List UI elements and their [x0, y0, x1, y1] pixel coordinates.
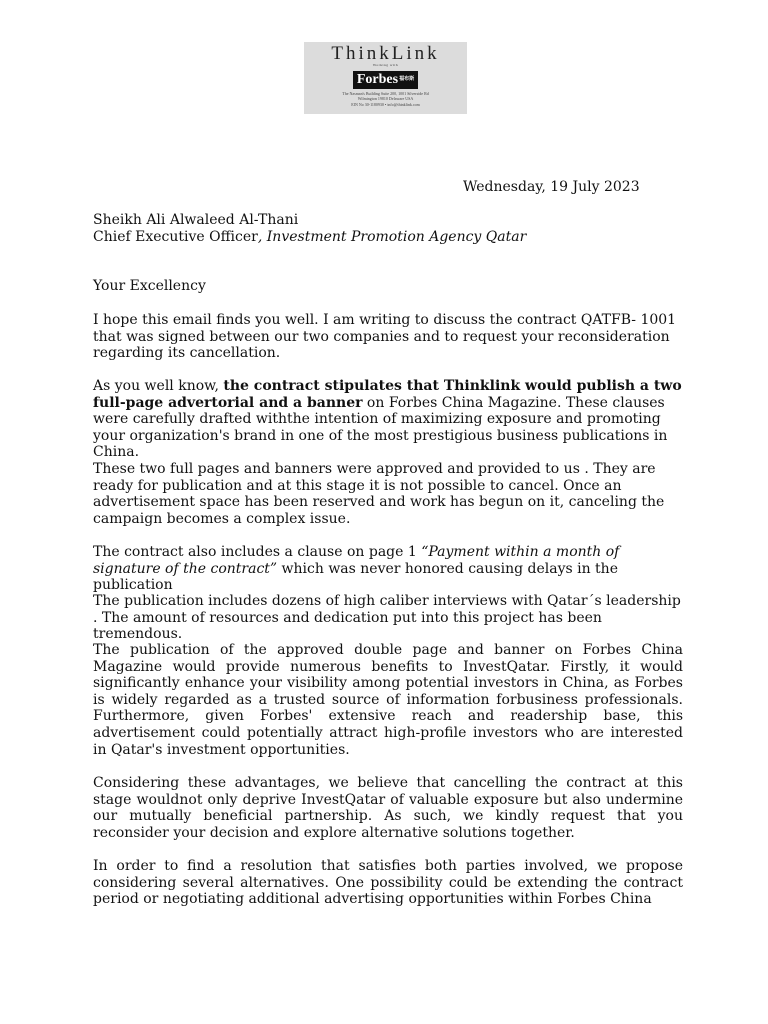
thinklink-forbes-logo [304, 42, 467, 114]
recipient-title: Chief Executive Officer, Investment Promotion Agency Qatar [93, 228, 527, 245]
recipient-name: Sheikh Ali Alwaleed Al-Thani [93, 212, 299, 228]
paragraph-1: I hope this email finds you well. I am writing to discuss the contract QATFB- 1001 that was signed between our two companies and to request your reconsideration regarding its cancellation. [93, 312, 677, 362]
paragraph-8: In order to find a resolution that satisfies both parties involved, we propose considering several alternatives. One possibility could be extending the contract period or negotiating additional advertising opportunities within Forbes China [93, 858, 683, 908]
logo-working-with: Working with [372, 63, 399, 67]
salutation: Your Excellency [93, 278, 206, 294]
paragraph-7: Considering these advantages, we believe that cancelling the contract at this stage wouldnot only deprive InvestQatar of valuable exposure but also undermine our mutually beneficial partnership. As such, we kindly request that you reconsider your decision and explore alternative solutions together. [93, 775, 683, 841]
letter-date: Wednesday, 19 July 2023 [463, 179, 640, 195]
paragraph-5: The publication includes dozens of high caliber interviews with Qatar´s leadership . The amount of resources and dedication put into this project has been tremendous. [93, 593, 681, 643]
logo-forbes-badge: Forbes$^{福布斯}$ [353, 71, 418, 89]
paragraph-6: The publication of the approved double page and banner on Forbes China Magazine would provide numerous benefits to InvestQatar. Firstly, it would significantly enhance your visibility among potential investors in China, as Forbes is widely regarded as a trusted source of information forbusiness professionals. Furthermore, given Forbes' extensive reach and readership base, this advertisement could potentially attract high-profile investors who are interested in Qatar's investment opportunities. [93, 642, 683, 758]
recipient-block [93, 212, 676, 245]
logo-address: The Nasman's Building Suite 200, 1001 Silverside Rd Wilmington 19810 Delaware USA EIN No 30-1180930 • info@thinklink.com [342, 91, 429, 107]
paragraph-2: As you well know, the contract stipulates that Thinklink would publish a two full-page advertorial and a banner on Forbes China Magazine. These clauses were carefully drafted withthe intention of maximizing exposure and promoting your organization's brand in one of the most prestigious business publications in China. [93, 378, 682, 461]
paragraph-4: The contract also includes a clause on page 1 “Payment within a month of signature of the contract” which was never honored causing delays in the publication [93, 544, 620, 594]
paragraph-3: These two full pages and banners were approved and provided to us . They are ready for publication and at this stage it is not possible to cancel. Once an advertisement space has been reserved and work has begun on it, canceling the campaign becomes a complex issue. [93, 461, 665, 527]
logo-name: ThinkLink [331, 43, 440, 64]
